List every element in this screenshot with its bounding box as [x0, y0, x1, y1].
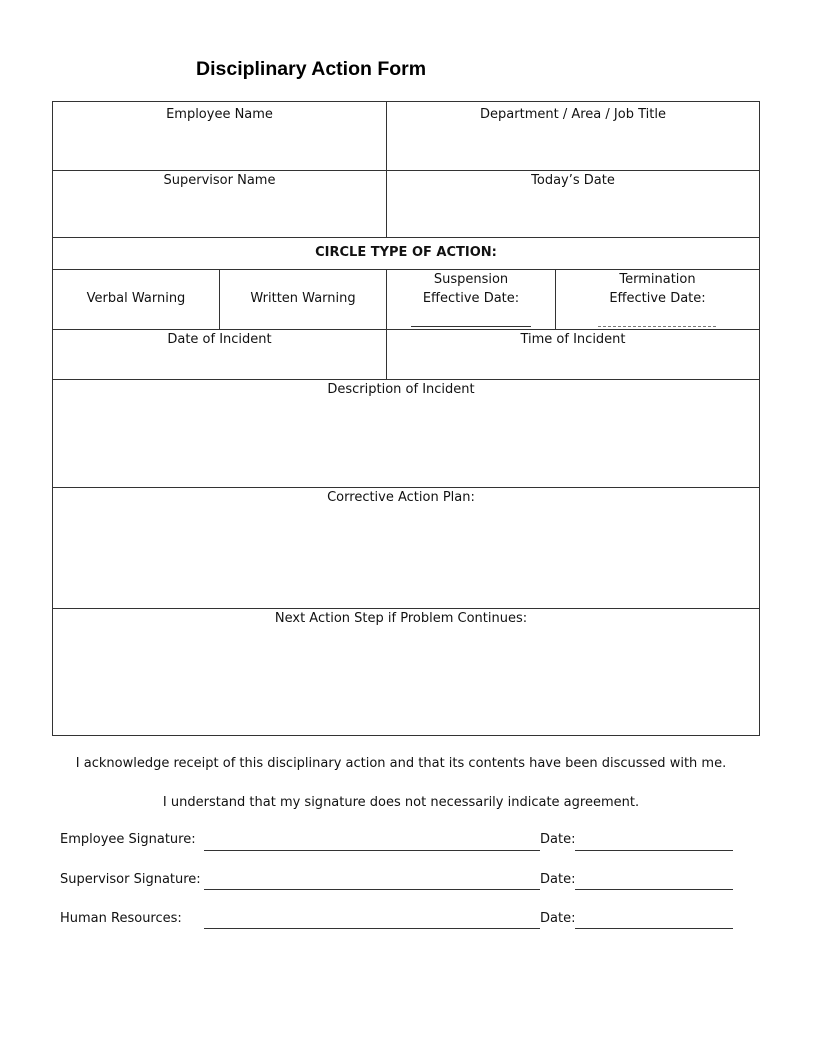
hr-date-line[interactable] [575, 928, 733, 929]
employee-date-line[interactable] [575, 850, 733, 851]
todays-date-field[interactable]: Today’s Date [531, 173, 615, 188]
hr-signature-line[interactable] [204, 928, 540, 929]
verbal-warning-option[interactable]: Verbal Warning [86, 291, 186, 306]
corrective-plan-field[interactable]: Corrective Action Plan: [327, 490, 475, 505]
next-step-field[interactable]: Next Action Step if Problem Continues: [274, 611, 528, 626]
suspension-date-line[interactable] [411, 326, 531, 327]
time-of-incident-field[interactable]: Time of Incident [520, 332, 626, 347]
understanding-text: I understand that my signature does not necessarily indicate agreement. [162, 795, 640, 810]
employee-date-label: Date: [540, 832, 576, 847]
acknowledgement-text: I acknowledge receipt of this disciplinary action and that its contents have been discussed with me. [75, 756, 727, 771]
date-of-incident-field[interactable]: Date of Incident [167, 332, 272, 347]
row-divider [53, 237, 759, 238]
written-warning-option[interactable]: Written Warning [250, 291, 356, 306]
form-title: Disciplinary Action Form [196, 58, 427, 80]
description-field[interactable]: Description of Incident [327, 382, 475, 397]
employee-signature-label: Employee Signature: [60, 832, 196, 847]
employee-signature-line[interactable] [204, 850, 540, 851]
hr-date-label: Date: [540, 911, 576, 926]
hr-signature-label: Human Resources: [60, 911, 182, 926]
department-field[interactable]: Department / Area / Job Title [480, 107, 666, 122]
termination-date-line[interactable] [598, 326, 716, 327]
supervisor-name-field[interactable]: Supervisor Name [163, 173, 276, 188]
employee-name-field[interactable]: Employee Name [166, 107, 273, 122]
termination-effective-date-label: Effective Date: [609, 291, 706, 306]
supervisor-signature-line[interactable] [204, 889, 540, 890]
supervisor-signature-label: Supervisor Signature: [60, 872, 201, 887]
suspension-effective-date-label: Effective Date: [422, 291, 520, 306]
termination-option[interactable]: Termination [619, 272, 696, 287]
circle-type-heading: CIRCLE TYPE OF ACTION: [315, 245, 497, 260]
suspension-option[interactable]: Suspension [433, 272, 509, 287]
supervisor-date-label: Date: [540, 872, 576, 887]
supervisor-date-line[interactable] [575, 889, 733, 890]
form-table [52, 101, 760, 736]
